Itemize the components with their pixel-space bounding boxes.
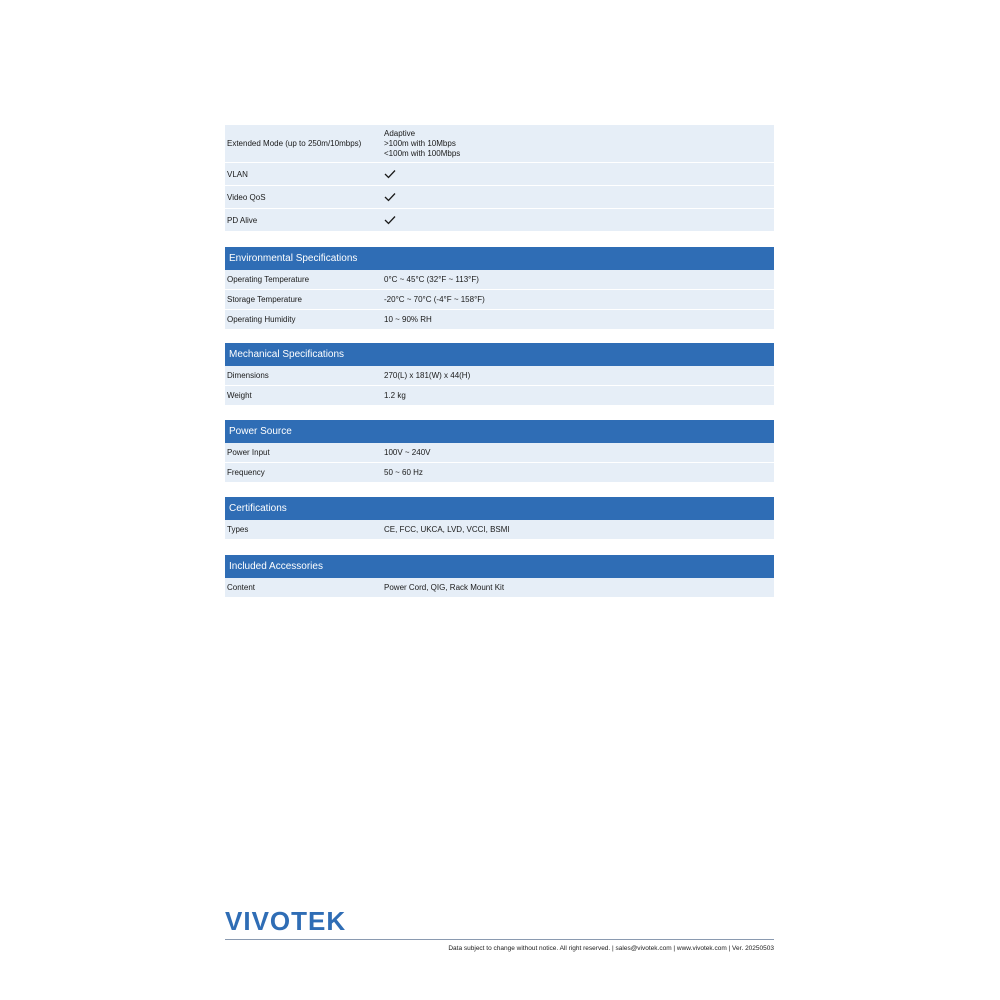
table-row xyxy=(225,463,774,483)
row-label: Storage Temperature xyxy=(227,295,303,304)
table-row xyxy=(225,520,774,540)
footer-notice: Data subject to change without notice. All right reserved. | sales@vivotek.com | www.vivotek.com | Ver. 20250503 xyxy=(448,945,774,952)
row-label: Dimensions xyxy=(227,371,269,380)
table-row xyxy=(225,366,774,386)
section-title: Mechanical Specifications xyxy=(225,343,774,366)
top-table xyxy=(225,125,774,232)
row-label: Content xyxy=(227,583,256,592)
table-row xyxy=(225,125,774,163)
section-title: Power Source xyxy=(225,420,774,443)
row-value: 10 ~ 90% RH xyxy=(384,314,432,324)
svg-text:VIVOTEK: VIVOTEK xyxy=(225,906,347,935)
row-label: Power Input xyxy=(227,448,270,457)
table-row xyxy=(225,186,774,209)
row-label: Operating Humidity xyxy=(227,315,296,324)
row-label: PD Alive xyxy=(227,215,258,225)
row-value: 1.2 kg xyxy=(384,390,406,400)
table-row xyxy=(225,310,774,330)
table-row xyxy=(225,578,774,598)
row-label: Operating Temperature xyxy=(227,275,310,284)
row-label: Video QoS xyxy=(227,192,266,202)
table-row xyxy=(225,270,774,290)
row-value: CE, FCC, UKCA, LVD, VCCI, BSMI xyxy=(384,524,510,534)
table-row xyxy=(225,290,774,310)
vivotek-logo xyxy=(225,905,355,935)
section-title: Certifications xyxy=(225,497,774,520)
row-label: Extended Mode (up to 250m/10mbps) xyxy=(227,139,362,148)
row-label: Types xyxy=(227,525,249,534)
section-certifications xyxy=(225,497,774,540)
check-icon xyxy=(384,192,396,202)
section-mechanical xyxy=(225,343,774,406)
row-value: 270(L) x 181(W) x 44(H) xyxy=(384,370,471,380)
row-value: -20°C ~ 70°C (-4°F ~ 158°F) xyxy=(384,294,485,304)
row-value: 50 ~ 60 Hz xyxy=(384,467,423,477)
section-environmental xyxy=(225,247,774,330)
row-value: Power Cord, QIG, Rack Mount Kit xyxy=(384,582,505,592)
footer-divider xyxy=(225,939,774,940)
row-value: 100V ~ 240V xyxy=(384,447,431,457)
table-row xyxy=(225,163,774,186)
row-value-line: <100m with 100Mbps xyxy=(384,148,461,158)
table-row xyxy=(225,209,774,232)
row-label: Frequency xyxy=(227,468,265,477)
check-icon xyxy=(384,169,396,179)
section-title: Environmental Specifications xyxy=(225,247,774,270)
row-value: 0°C ~ 45°C (32°F ~ 113°F) xyxy=(384,274,479,284)
row-value-line: Adaptive xyxy=(384,128,416,138)
section-power-source xyxy=(225,420,774,483)
row-value-line: >100m with 10Mbps xyxy=(384,138,456,148)
table-row xyxy=(225,443,774,463)
row-label: VLAN xyxy=(227,169,248,179)
section-title: Included Accessories xyxy=(225,555,774,578)
row-label: Weight xyxy=(227,391,252,400)
section-included-accessories xyxy=(225,555,774,598)
table-row xyxy=(225,386,774,406)
check-icon xyxy=(384,215,396,225)
